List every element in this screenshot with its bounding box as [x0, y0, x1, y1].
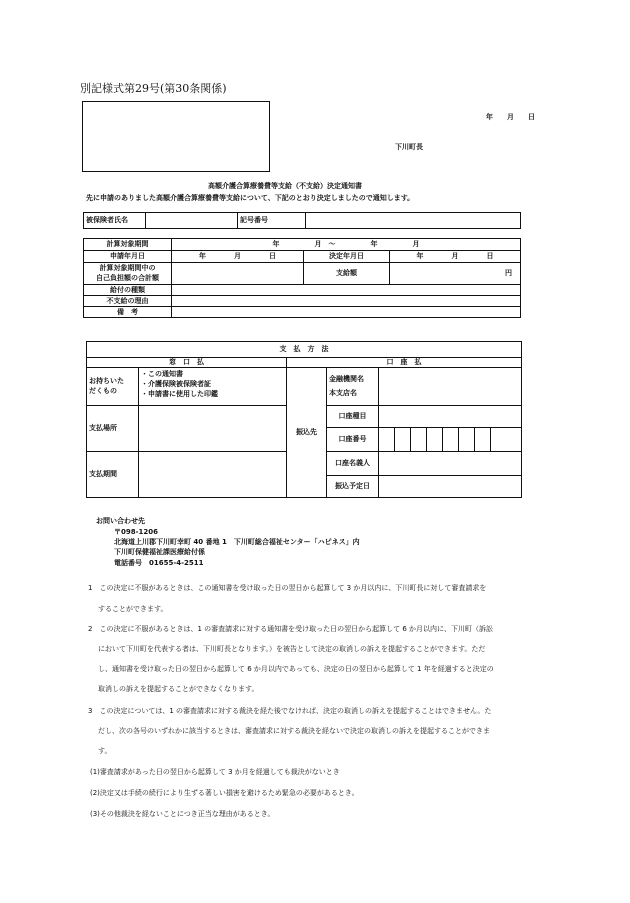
document-title: 高額介護合算療養費等支給（不支給）決定通知書 — [208, 182, 362, 190]
bring-item: ・この通知書 — [141, 370, 183, 378]
transfer-destination-label: 振込先 — [287, 368, 327, 498]
account-number-digit — [443, 428, 459, 452]
bank-name-label-line1: 金融機関名 — [329, 375, 364, 384]
account-number-digit — [491, 428, 522, 452]
payment-period-label: 支払期間 — [87, 452, 139, 498]
payment-method-title: 支 払 方 法 — [87, 342, 522, 358]
insured-name-value — [146, 213, 238, 229]
apply-date-label: 申請年月日 — [84, 251, 172, 263]
account-number-digit — [475, 428, 491, 452]
transfer-date-value — [379, 476, 522, 498]
contact-phone: 電話番号 01655-4-2511 — [114, 559, 204, 567]
note-item-3: (3)その他裁決を経ないことにつき正当な理由があるとき。 — [90, 810, 275, 818]
insured-number-label: 記号番号 — [238, 213, 306, 229]
bring-item: ・申請書に使用した印鑑 — [141, 389, 218, 398]
note-2-line: し、通知書を受け取った日の翌日から起算して 6 か月以内であっても、決定の日の翌日から起算して 1 年を経過すると決定の — [98, 665, 494, 673]
address-box — [82, 101, 270, 172]
decision-date-label: 決定年月日 — [304, 251, 390, 263]
remarks-label: 備 考 — [84, 307, 172, 318]
contact-heading: お問い合わせ先 — [96, 517, 145, 525]
bank-name-label — [327, 368, 379, 406]
bring-item: ・介護保険被保険者証 — [141, 379, 211, 388]
note-1-line: 1 この決定に不服があるときは、この通知書を受け取った日の翌日から起算して 3 か月以内に、下川町長に対して審査請求を — [88, 584, 487, 592]
account-number-label: 口座番号 — [327, 428, 379, 452]
burden-total-label-line1: 計算対象期間中の — [99, 263, 156, 272]
note-2-line: 2 この決定に不服があるときは、1 の審査請求に対する通知書を受け取った日の翌日から起算して 6 か月以内に、下川町（訴訟 — [88, 625, 494, 633]
note-2-line: において下川町を代表する者は、下川町長となります。）を被告として決定の取消しの訴えを提起することができます。ただ — [98, 645, 486, 653]
bring-items-list — [139, 368, 287, 406]
contact-department: 下川町保健福祉課医療給付係 — [114, 548, 205, 556]
account-number-digit — [427, 428, 443, 452]
account-type-value — [379, 406, 522, 428]
benefit-type-label: 給付の種類 — [84, 285, 172, 296]
intro-text: 先に申請のありました高額介護合算療養費等支給について、下記のとおり決定しましたので通知します。 — [86, 194, 415, 202]
insured-table — [83, 212, 521, 229]
insured-name-label: 被保険者氏名 — [84, 213, 146, 229]
burden-total-value — [172, 263, 304, 285]
bring-items-label — [87, 368, 139, 406]
payment-period-value — [139, 452, 287, 498]
period-label: 計算対象期間 — [84, 239, 172, 251]
burden-total-label-line2: 自己負担額の合計額 — [96, 273, 159, 282]
payment-amount-label: 支給額 — [304, 263, 390, 285]
account-number-digit — [395, 428, 411, 452]
non-payment-reason-value — [172, 296, 521, 307]
account-payment-header: 口 座 払 — [287, 358, 522, 368]
insured-number-value — [306, 213, 521, 229]
issuer-name: 下川町長 — [395, 143, 423, 151]
bank-name-value — [379, 368, 522, 406]
transfer-date-label: 振込予定日 — [327, 476, 379, 498]
contact-postal: 〒098-1206 — [114, 528, 158, 536]
note-item-2: (2)決定又は手続の続行により生ずる著しい損害を避けるため緊急の必要があるとき。 — [90, 789, 359, 797]
apply-date-value: 年 月 日 — [172, 251, 304, 263]
account-holder-label: 口座名義人 — [327, 452, 379, 476]
account-number-digit — [379, 428, 395, 452]
bring-items-label-line2: だくもの — [89, 386, 117, 395]
payment-place-label: 支払場所 — [87, 406, 139, 452]
account-type-label: 口座種目 — [327, 406, 379, 428]
note-item-1: (1)審査請求があった日の翌日から起算して 3 か月を経過しても裁決がないとき — [90, 768, 340, 776]
burden-total-label — [84, 263, 172, 285]
account-number-digit — [459, 428, 475, 452]
counter-payment-header: 窓 口 払 — [87, 358, 287, 368]
period-value: 年 月 ～ 年 月 — [172, 239, 521, 251]
note-1-line: することができます。 — [98, 605, 168, 613]
remarks-value — [172, 307, 521, 318]
contact-address: 北海道上川郡下川町幸町 40 番地 1 下川町総合福祉センター「ハピネス」内 — [114, 538, 360, 546]
bank-name-label-line2: 本支店名 — [329, 388, 357, 397]
payment-amount-yen: 円 — [390, 263, 521, 285]
note-3-line: す。 — [98, 747, 112, 755]
account-number-digit — [411, 428, 427, 452]
note-3-line: だし、次の各号のいずれかに該当するときは、審査請求に対する裁決を経ないで決定の取消しの訴えを提起することができま — [98, 727, 490, 735]
info-table — [83, 238, 521, 318]
benefit-type-value — [172, 285, 521, 296]
payment-method-table — [86, 341, 522, 498]
bring-items-label-line1: お持ちいた — [89, 376, 124, 385]
form-number-label: 別記様式第29号(第30条関係) — [80, 82, 227, 95]
account-holder-value — [379, 452, 522, 476]
note-2-line: 取消しの訴えを提起することができなくなります。 — [98, 685, 259, 693]
issue-date-label: 年 月 日 — [486, 113, 535, 121]
non-payment-reason-label: 不支給の理由 — [84, 296, 172, 307]
payment-place-value — [139, 406, 287, 452]
note-3-line: 3 この決定については、1 の審査請求に対する裁決を経た後でなければ、決定の取消しの訴えを提起することはできません。た — [88, 707, 492, 715]
decision-date-value: 年 月 日 — [390, 251, 521, 263]
